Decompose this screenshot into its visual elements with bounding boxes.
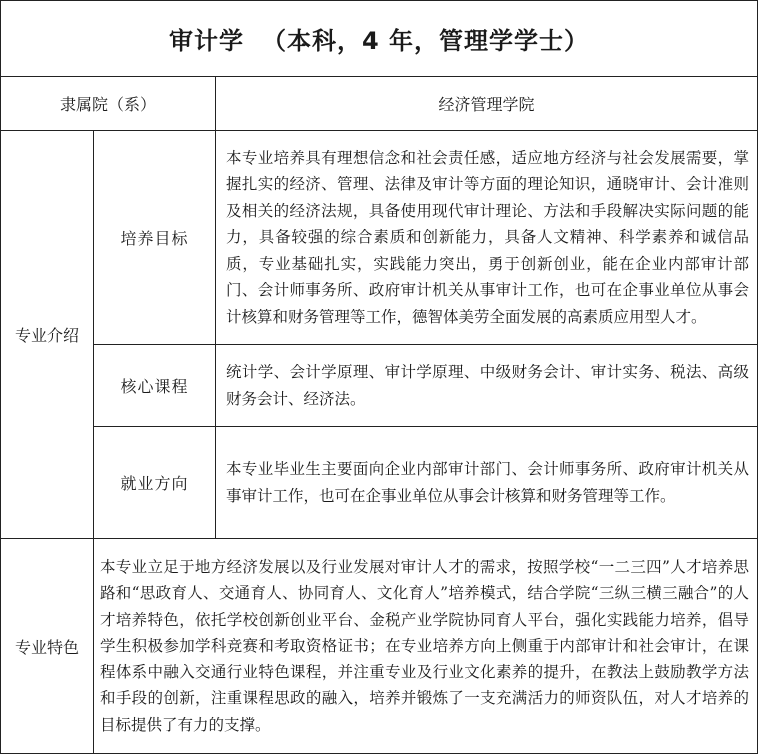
title-row: [1, 1, 758, 77]
title-cell: [1, 1, 758, 77]
career-text: 本专业毕业生主要面向企业内部审计部门、会计师事务所、政府审计机关从事审计工作，也可在企事业单位从事会计核算和财务管理等工作。: [216, 427, 758, 539]
department-value: 经济管理学院: [216, 77, 758, 131]
department-label: 隶属院（系）: [1, 77, 216, 131]
goal-row: [1, 131, 758, 345]
goal-label: 培养目标: [94, 131, 216, 345]
feature-text: 本专业立足于地方经济发展以及行业发展对审计人才的需求，按照学校“一二三四”人才培养思路和“思政育人、交通育人、协同育人、文化育人”培养模式，结合学院“三纵三横三融合”的人才培养特色，依托学校创新创业平台、金税产业学院协同育人平台，强化实践能力培养，倡导学生积极参加学科竞赛和考取资格证书；在专业培养方向上侧重于内部审计和社会审计，在课程体系中融入交通行业特色课程，并注重专业及行业文化素养的提升，在教法上鼓励教学方法和手段的创新，注重课程思政的融入，培养并锻炼了一支充满活力的师资队伍，对人才培养的目标提供了有力的支撑。: [94, 539, 758, 754]
major-subtitle: （本科，4 年，管理学学士）: [261, 27, 590, 55]
career-row: [1, 427, 758, 539]
intro-label: 专业介绍: [1, 131, 94, 539]
goal-text: 本专业培养具有理想信念和社会责任感，适应地方经济与社会发展需要，掌握扎实的经济、管理、法律及审计等方面的理论知识，通晓审计、会计准则及相关的经济法规，具备使用现代审计理论、方法和手段解决实际问题的能力，具备较强的综合素质和创新能力，具备人文精神、科学素养和诚信品质，专业基础扎实，实践能力突出，勇于创新创业，能在企业内部审计部门、会计师事务所、政府审计机关从事审计工作，也可在企事业单位从事会计核算和财务管理等工作，德智体美劳全面发展的高素质应用型人才。: [216, 131, 758, 345]
major-title: 审计学: [168, 27, 244, 55]
feature-row: [1, 539, 758, 754]
feature-label: 专业特色: [1, 539, 94, 754]
career-label: 就业方向: [94, 427, 216, 539]
core-courses-label: 核心课程: [94, 345, 216, 427]
department-row: [1, 77, 758, 131]
core-courses-text: 统计学、会计学原理、审计学原理、中级财务会计、审计实务、税法、高级财务会计、经济法。: [216, 345, 758, 427]
core-courses-row: [1, 345, 758, 427]
